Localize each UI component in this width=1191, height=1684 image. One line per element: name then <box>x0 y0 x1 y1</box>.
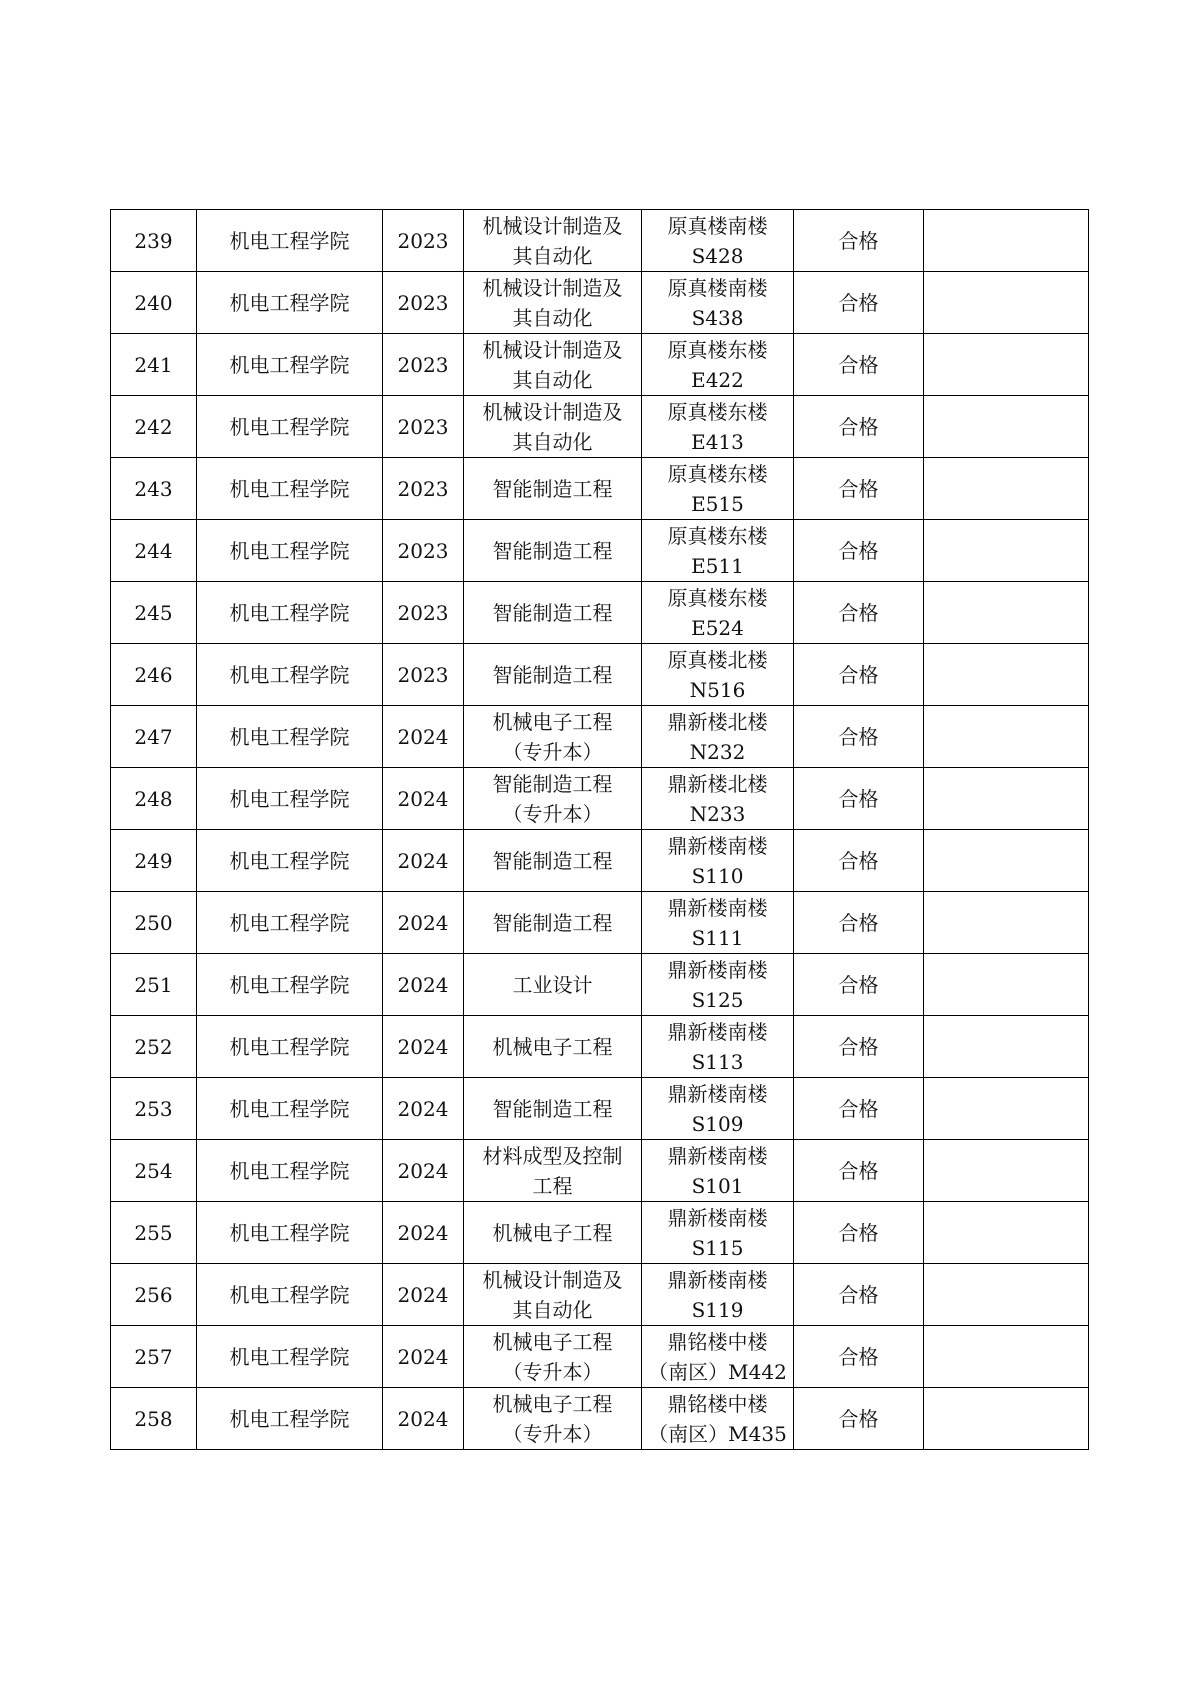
cell-room-line: 原真楼北楼 <box>667 647 768 672</box>
cell-college: 机电工程学院 <box>197 334 383 396</box>
cell-result: 合格 <box>794 892 924 954</box>
cell-college: 机电工程学院 <box>197 830 383 892</box>
cell-major-line: 智能制造工程 <box>492 910 613 935</box>
cell-major <box>464 830 642 892</box>
cell-major-line: 智能制造工程 <box>492 662 613 687</box>
cell-number: 248 <box>111 768 197 830</box>
cell-major-line: 其自动化 <box>512 1297 593 1322</box>
cell-year: 2024 <box>383 768 464 830</box>
cell-major-line: 机械电子工程 <box>492 1329 613 1354</box>
table-row <box>111 210 1089 272</box>
cell-number: 242 <box>111 396 197 458</box>
cell-year: 2023 <box>383 272 464 334</box>
cell-college: 机电工程学院 <box>197 458 383 520</box>
inspection-result-table <box>110 209 1089 1450</box>
cell-room-line: E511 <box>691 553 744 578</box>
cell-room-line: 鼎新楼南楼 <box>667 1143 768 1168</box>
cell-college: 机电工程学院 <box>197 706 383 768</box>
cell-number: 240 <box>111 272 197 334</box>
cell-room <box>642 582 794 644</box>
table-row <box>111 768 1089 830</box>
cell-room-line: 鼎新楼南楼 <box>667 1267 768 1292</box>
table-row <box>111 1140 1089 1202</box>
cell-note <box>924 520 1089 582</box>
cell-college: 机电工程学院 <box>197 1016 383 1078</box>
cell-major-line: 其自动化 <box>512 367 593 392</box>
cell-major-line: 机械设计制造及 <box>482 213 623 238</box>
cell-major <box>464 210 642 272</box>
cell-room-line: E413 <box>691 429 744 454</box>
cell-major <box>464 582 642 644</box>
cell-room-line: 原真楼东楼 <box>667 337 768 362</box>
cell-note <box>924 1264 1089 1326</box>
cell-major <box>464 1202 642 1264</box>
cell-room-line: 原真楼东楼 <box>667 585 768 610</box>
cell-result: 合格 <box>794 1016 924 1078</box>
cell-result: 合格 <box>794 1264 924 1326</box>
table-row <box>111 396 1089 458</box>
cell-number: 257 <box>111 1326 197 1388</box>
cell-major <box>464 1264 642 1326</box>
cell-room <box>642 706 794 768</box>
cell-major-line: 智能制造工程 <box>492 771 613 796</box>
cell-room-line: S113 <box>691 1049 744 1074</box>
cell-room-line: 原真楼南楼 <box>667 275 768 300</box>
cell-major-line: （专升本） <box>502 1421 603 1446</box>
table-row <box>111 644 1089 706</box>
cell-note <box>924 892 1089 954</box>
cell-year: 2023 <box>383 334 464 396</box>
cell-room-line: 原真楼东楼 <box>667 399 768 424</box>
table-row <box>111 954 1089 1016</box>
cell-room-line: 鼎新楼南楼 <box>667 1081 768 1106</box>
cell-major-line: 机械设计制造及 <box>482 337 623 362</box>
cell-room <box>642 644 794 706</box>
cell-room-line: S115 <box>691 1235 744 1260</box>
cell-major-line: 其自动化 <box>512 305 593 330</box>
cell-note <box>924 1202 1089 1264</box>
cell-major <box>464 334 642 396</box>
cell-year: 2024 <box>383 1202 464 1264</box>
cell-major <box>464 1078 642 1140</box>
cell-room-line: E422 <box>691 367 744 392</box>
cell-college: 机电工程学院 <box>197 768 383 830</box>
cell-result: 合格 <box>794 706 924 768</box>
cell-room-line: 鼎新楼南楼 <box>667 1019 768 1044</box>
cell-room-line: S428 <box>691 243 744 268</box>
cell-result: 合格 <box>794 334 924 396</box>
cell-major <box>464 706 642 768</box>
cell-result: 合格 <box>794 1388 924 1450</box>
cell-college: 机电工程学院 <box>197 272 383 334</box>
cell-year: 2024 <box>383 1140 464 1202</box>
cell-note <box>924 830 1089 892</box>
cell-note <box>924 1016 1089 1078</box>
cell-major <box>464 396 642 458</box>
cell-major-line: 机械设计制造及 <box>482 275 623 300</box>
cell-room-line: 鼎新楼南楼 <box>667 833 768 858</box>
cell-room-line: N232 <box>689 739 746 764</box>
cell-note <box>924 706 1089 768</box>
cell-major-line: 机械设计制造及 <box>482 399 623 424</box>
cell-year: 2024 <box>383 892 464 954</box>
cell-room <box>642 1016 794 1078</box>
cell-major-line: 智能制造工程 <box>492 848 613 873</box>
cell-major <box>464 892 642 954</box>
table-body <box>111 210 1089 1450</box>
cell-number: 249 <box>111 830 197 892</box>
table-row <box>111 334 1089 396</box>
cell-year: 2023 <box>383 458 464 520</box>
cell-major-line: 材料成型及控制 <box>482 1143 623 1168</box>
cell-result: 合格 <box>794 954 924 1016</box>
cell-number: 246 <box>111 644 197 706</box>
cell-note <box>924 1078 1089 1140</box>
cell-year: 2023 <box>383 396 464 458</box>
cell-major <box>464 768 642 830</box>
cell-note <box>924 582 1089 644</box>
cell-major <box>464 1140 642 1202</box>
table-row <box>111 520 1089 582</box>
cell-major <box>464 272 642 334</box>
cell-number: 258 <box>111 1388 197 1450</box>
table-row <box>111 1202 1089 1264</box>
cell-year: 2024 <box>383 1264 464 1326</box>
cell-major-line: 智能制造工程 <box>492 538 613 563</box>
cell-room-line: S111 <box>691 925 744 950</box>
cell-major-line: （专升本） <box>502 801 603 826</box>
cell-year: 2024 <box>383 1388 464 1450</box>
cell-year: 2024 <box>383 1016 464 1078</box>
cell-college: 机电工程学院 <box>197 1326 383 1388</box>
table-row <box>111 1264 1089 1326</box>
cell-major-line: 机械电子工程 <box>492 1220 613 1245</box>
cell-room-line: 鼎新楼南楼 <box>667 895 768 920</box>
cell-room-line: 鼎新楼北楼 <box>667 709 768 734</box>
cell-major <box>464 644 642 706</box>
cell-number: 245 <box>111 582 197 644</box>
cell-room-line: S109 <box>691 1111 744 1136</box>
cell-note <box>924 1388 1089 1450</box>
cell-major-line: 机械电子工程 <box>492 709 613 734</box>
cell-room-line: 鼎新楼南楼 <box>667 957 768 982</box>
cell-college: 机电工程学院 <box>197 892 383 954</box>
cell-room <box>642 334 794 396</box>
cell-note <box>924 954 1089 1016</box>
table-row <box>111 458 1089 520</box>
cell-number: 254 <box>111 1140 197 1202</box>
cell-room <box>642 830 794 892</box>
cell-college: 机电工程学院 <box>197 644 383 706</box>
cell-number: 251 <box>111 954 197 1016</box>
cell-college: 机电工程学院 <box>197 1078 383 1140</box>
cell-college: 机电工程学院 <box>197 1388 383 1450</box>
cell-result: 合格 <box>794 520 924 582</box>
cell-room <box>642 520 794 582</box>
cell-room <box>642 892 794 954</box>
cell-room <box>642 396 794 458</box>
cell-major-line: 工业设计 <box>512 972 593 997</box>
cell-note <box>924 272 1089 334</box>
cell-room-line: S119 <box>691 1297 744 1322</box>
cell-major <box>464 1326 642 1388</box>
cell-major <box>464 1016 642 1078</box>
cell-result: 合格 <box>794 210 924 272</box>
table-row <box>111 582 1089 644</box>
cell-major <box>464 1388 642 1450</box>
cell-college: 机电工程学院 <box>197 210 383 272</box>
cell-major <box>464 954 642 1016</box>
cell-number: 239 <box>111 210 197 272</box>
cell-number: 247 <box>111 706 197 768</box>
cell-note <box>924 768 1089 830</box>
cell-number: 252 <box>111 1016 197 1078</box>
cell-year: 2023 <box>383 582 464 644</box>
cell-year: 2024 <box>383 954 464 1016</box>
cell-year: 2024 <box>383 1078 464 1140</box>
cell-room-line: （南区）M435 <box>648 1421 787 1446</box>
cell-room <box>642 458 794 520</box>
cell-room <box>642 954 794 1016</box>
cell-number: 255 <box>111 1202 197 1264</box>
table-row <box>111 830 1089 892</box>
cell-year: 2023 <box>383 520 464 582</box>
cell-room <box>642 1388 794 1450</box>
cell-number: 253 <box>111 1078 197 1140</box>
cell-room-line: 鼎铭楼中楼 <box>667 1391 768 1416</box>
cell-major-line: 智能制造工程 <box>492 1096 613 1121</box>
cell-result: 合格 <box>794 272 924 334</box>
cell-room <box>642 272 794 334</box>
cell-result: 合格 <box>794 396 924 458</box>
cell-number: 256 <box>111 1264 197 1326</box>
cell-major-line: 其自动化 <box>512 429 593 454</box>
table-row <box>111 1016 1089 1078</box>
cell-year: 2023 <box>383 210 464 272</box>
cell-room <box>642 1326 794 1388</box>
cell-room <box>642 1140 794 1202</box>
cell-result: 合格 <box>794 582 924 644</box>
cell-year: 2024 <box>383 1326 464 1388</box>
table-row <box>111 706 1089 768</box>
cell-major-line: 机械设计制造及 <box>482 1267 623 1292</box>
cell-result: 合格 <box>794 1326 924 1388</box>
table-row <box>111 272 1089 334</box>
cell-room-line: N233 <box>689 801 746 826</box>
cell-major <box>464 458 642 520</box>
cell-major <box>464 520 642 582</box>
cell-result: 合格 <box>794 1202 924 1264</box>
table-row <box>111 892 1089 954</box>
cell-result: 合格 <box>794 768 924 830</box>
cell-room-line: S125 <box>691 987 744 1012</box>
cell-major-line: 智能制造工程 <box>492 476 613 501</box>
cell-room-line: S438 <box>691 305 744 330</box>
cell-note <box>924 1326 1089 1388</box>
cell-result: 合格 <box>794 458 924 520</box>
cell-room-line: S101 <box>691 1173 744 1198</box>
cell-college: 机电工程学院 <box>197 1202 383 1264</box>
cell-room <box>642 1264 794 1326</box>
cell-note <box>924 644 1089 706</box>
cell-number: 243 <box>111 458 197 520</box>
cell-college: 机电工程学院 <box>197 396 383 458</box>
cell-note <box>924 334 1089 396</box>
cell-room-line: 鼎铭楼中楼 <box>667 1329 768 1354</box>
cell-note <box>924 210 1089 272</box>
cell-note <box>924 396 1089 458</box>
cell-room <box>642 1078 794 1140</box>
cell-room-line: E524 <box>691 615 744 640</box>
cell-result: 合格 <box>794 830 924 892</box>
cell-college: 机电工程学院 <box>197 582 383 644</box>
cell-room <box>642 210 794 272</box>
cell-room-line: 原真楼东楼 <box>667 523 768 548</box>
cell-room-line: 鼎新楼南楼 <box>667 1205 768 1230</box>
cell-major-line: （专升本） <box>502 739 603 764</box>
cell-room <box>642 768 794 830</box>
cell-room <box>642 1202 794 1264</box>
cell-major-line: 智能制造工程 <box>492 600 613 625</box>
cell-major-line: 机械电子工程 <box>492 1391 613 1416</box>
cell-major-line: 其自动化 <box>512 243 593 268</box>
cell-result: 合格 <box>794 644 924 706</box>
cell-room-line: 鼎新楼北楼 <box>667 771 768 796</box>
cell-result: 合格 <box>794 1140 924 1202</box>
cell-note <box>924 458 1089 520</box>
cell-number: 244 <box>111 520 197 582</box>
table-row <box>111 1078 1089 1140</box>
table-row <box>111 1388 1089 1450</box>
cell-room-line: 原真楼东楼 <box>667 461 768 486</box>
cell-room-line: 原真楼南楼 <box>667 213 768 238</box>
table-row <box>111 1326 1089 1388</box>
cell-year: 2024 <box>383 830 464 892</box>
cell-result: 合格 <box>794 1078 924 1140</box>
cell-room-line: （南区）M442 <box>648 1359 787 1384</box>
cell-year: 2023 <box>383 644 464 706</box>
cell-number: 241 <box>111 334 197 396</box>
cell-college: 机电工程学院 <box>197 520 383 582</box>
cell-room-line: E515 <box>691 491 744 516</box>
cell-major-line: （专升本） <box>502 1359 603 1384</box>
cell-college: 机电工程学院 <box>197 1140 383 1202</box>
cell-major-line: 机械电子工程 <box>492 1034 613 1059</box>
cell-number: 250 <box>111 892 197 954</box>
cell-room-line: N516 <box>689 677 746 702</box>
cell-major-line: 工程 <box>532 1173 573 1198</box>
cell-college: 机电工程学院 <box>197 954 383 1016</box>
cell-year: 2024 <box>383 706 464 768</box>
cell-note <box>924 1140 1089 1202</box>
cell-college: 机电工程学院 <box>197 1264 383 1326</box>
cell-room-line: S110 <box>691 863 744 888</box>
